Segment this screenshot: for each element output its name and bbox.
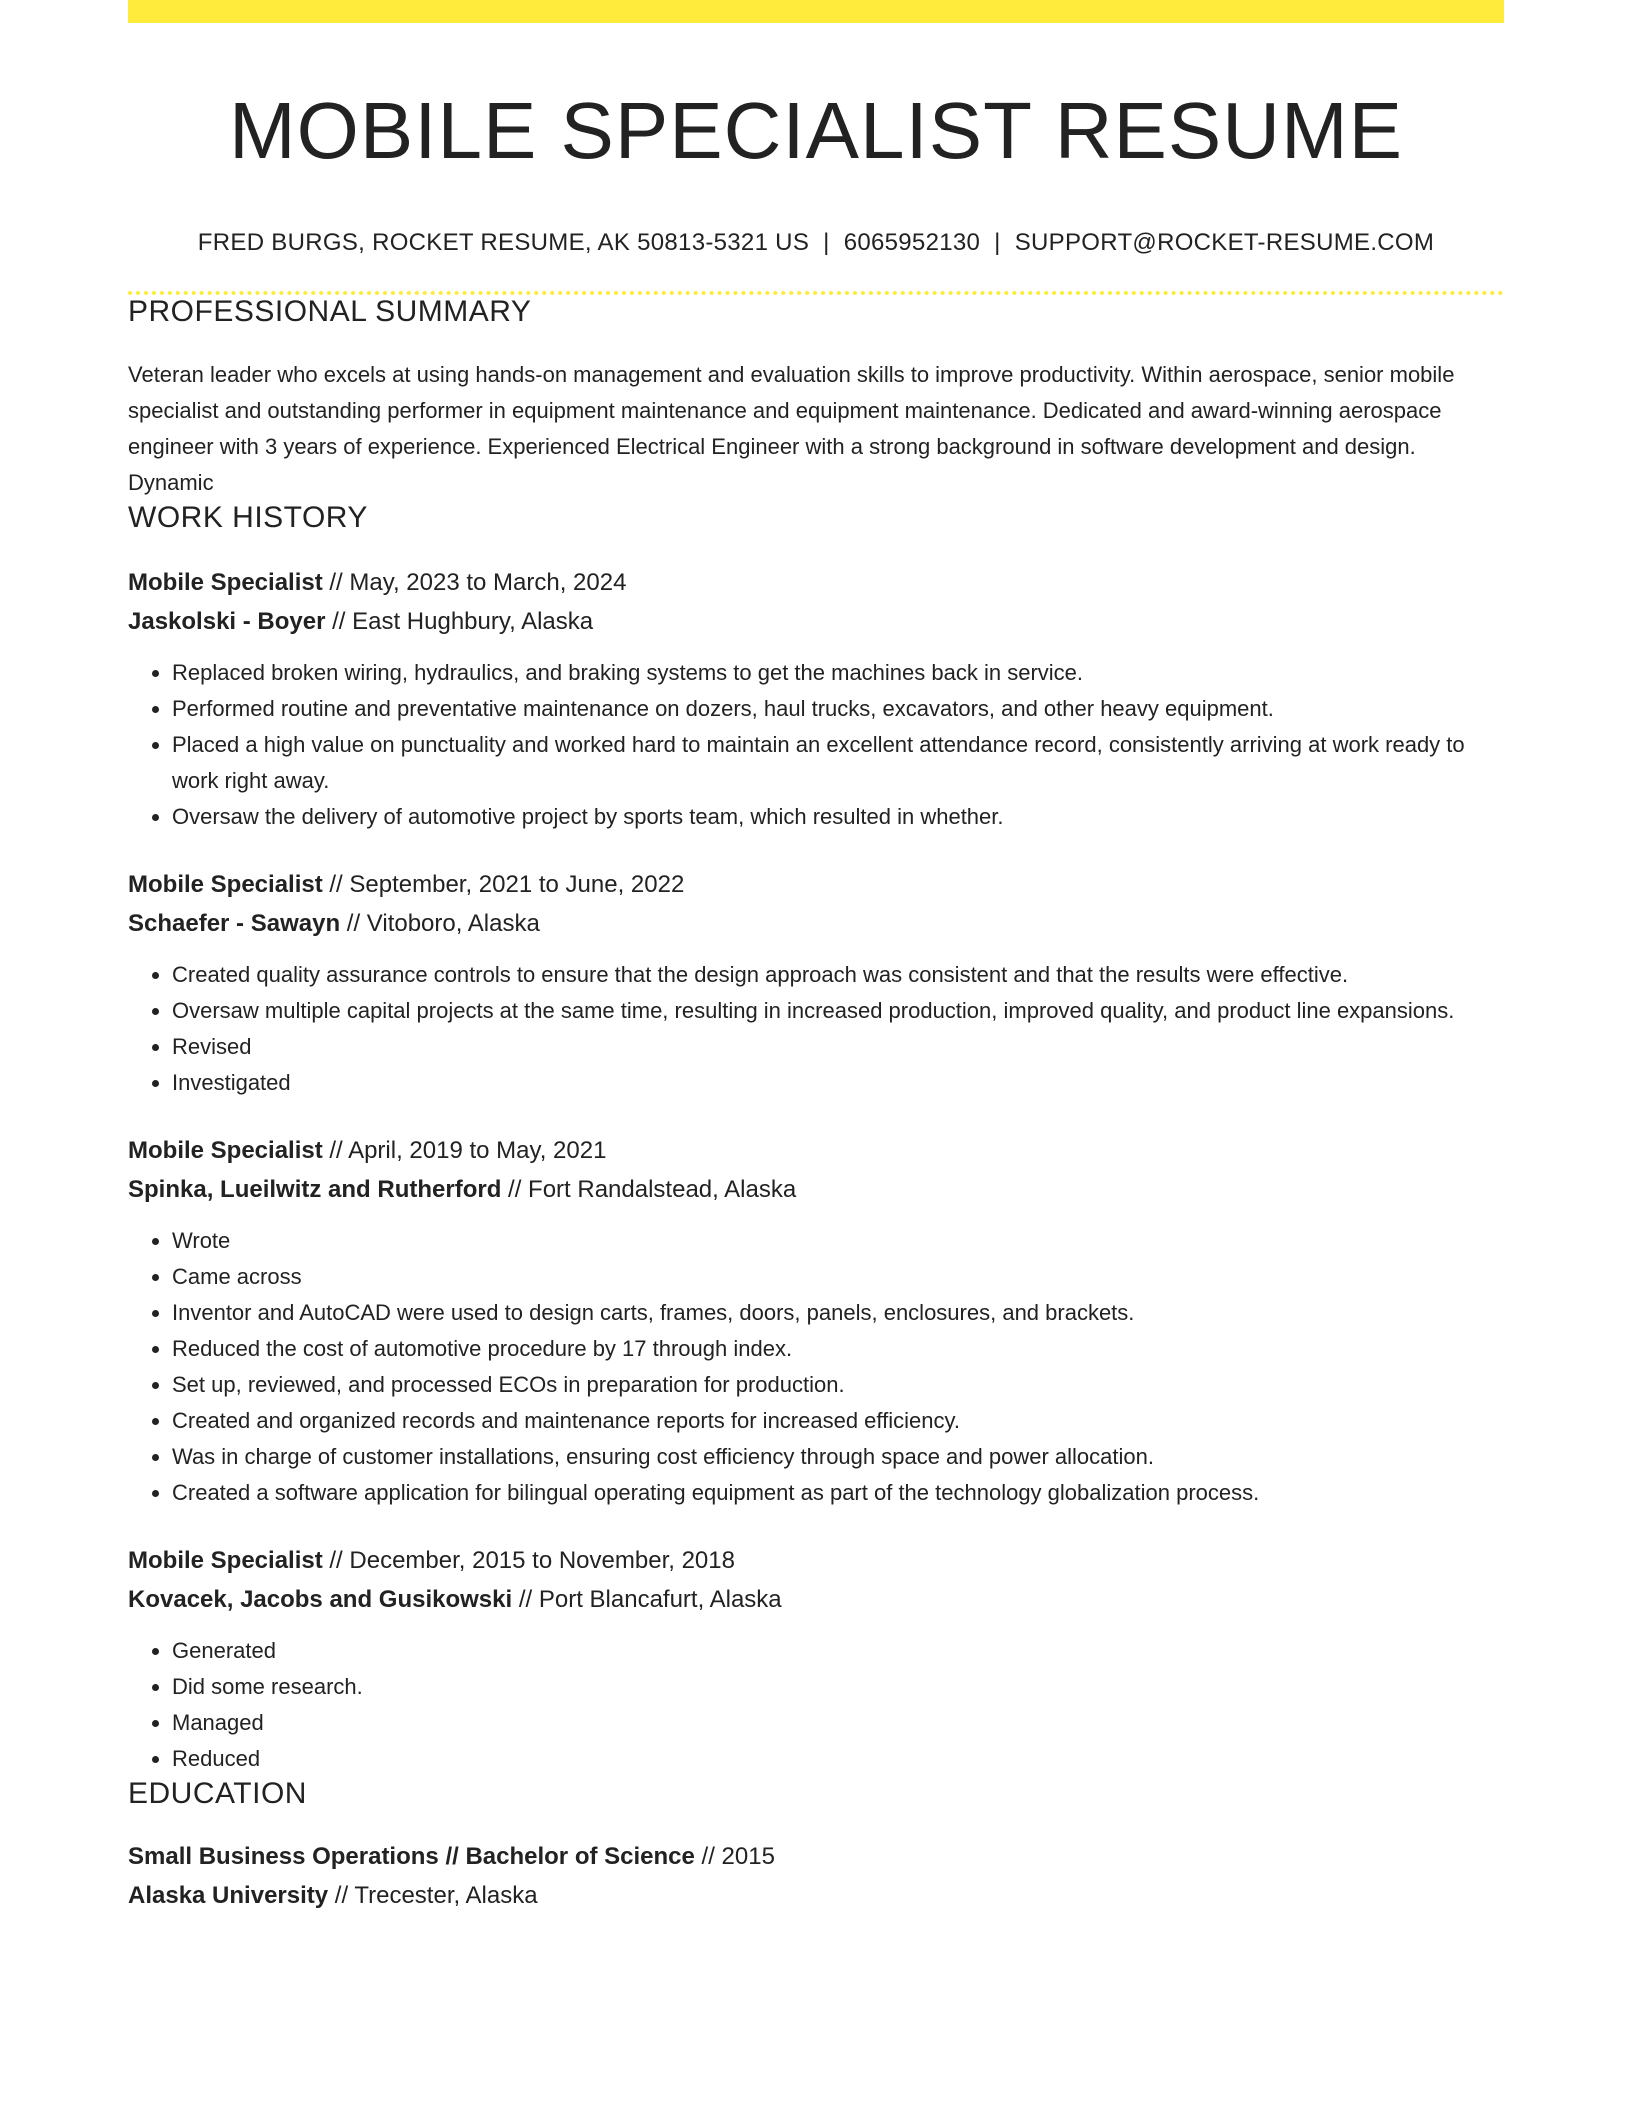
list-item: • Set up, reviewed, and processed ECOs in preparation for production. <box>172 1367 1504 1403</box>
work-history-heading: WORK HISTORY <box>128 501 368 534</box>
job-title-line <box>128 1541 1504 1580</box>
job-title-line <box>128 1131 1504 1170</box>
job-title: Mobile Specialist <box>128 1547 323 1574</box>
list-item: • Came across <box>172 1259 1504 1295</box>
job-company-line <box>128 904 1504 943</box>
list-item: • Placed a high value on punctuality and worked hard to maintain an excellent attendance record, consistently arriving at work ready to work right away. <box>172 727 1504 799</box>
job-bullets <box>128 655 1504 835</box>
list-item: • Replaced broken wiring, hydraulics, and braking systems to get the machines back in service. <box>172 655 1504 691</box>
education-school: Alaska University <box>128 1882 329 1909</box>
list-item: • Oversaw the delivery of automotive project by sports team, which resulted in whether. <box>172 799 1504 835</box>
top-accent-bar <box>128 0 1504 23</box>
job-location: // Fort Randalstead, Alaska <box>501 1176 797 1203</box>
list-item: • Oversaw multiple capital projects at the same time, resulting in increased production, improved quality, and product line expansions. <box>172 993 1504 1029</box>
contact-separator: | <box>823 229 830 256</box>
list-item: • Created a software application for bilingual operating equipment as part of the technology globalization process. <box>172 1475 1504 1511</box>
education-school-line <box>128 1876 1504 1915</box>
job-company: Schaefer - Sawayn <box>128 910 341 937</box>
list-item: • Did some research. <box>172 1669 1504 1705</box>
job-dates: // September, 2021 to June, 2022 <box>322 871 685 898</box>
contact-line <box>128 229 1504 257</box>
job-entry <box>128 1541 1504 1777</box>
education-degree-line <box>128 1837 1504 1876</box>
job-dates: // April, 2019 to May, 2021 <box>322 1137 607 1164</box>
job-dates: // May, 2023 to March, 2024 <box>322 569 627 596</box>
job-bullets <box>128 1223 1504 1511</box>
job-title-line <box>128 865 1504 904</box>
list-item: • Performed routine and preventative maintenance on dozers, haul trucks, excavators, and other heavy equipment. <box>172 691 1504 727</box>
contact-separator: | <box>994 229 1001 256</box>
resume-title: MOBILE SPECIALIST RESUME <box>229 86 1403 175</box>
job-company: Kovacek, Jacobs and Gusikowski <box>128 1586 513 1613</box>
job-location: // Vitoboro, Alaska <box>340 910 540 937</box>
list-item: • Inventor and AutoCAD were used to design carts, frames, doors, panels, enclosures, and brackets. <box>172 1295 1504 1331</box>
list-item: • Reduced the cost of automotive procedure by 17 through index. <box>172 1331 1504 1367</box>
list-item: • Reduced <box>172 1741 1504 1777</box>
summary-heading: PROFESSIONAL SUMMARY <box>128 295 532 328</box>
job-title-line <box>128 563 1504 602</box>
education-heading: EDUCATION <box>128 1777 307 1810</box>
education-entry <box>128 1837 1504 1915</box>
education-location: // Trecester, Alaska <box>328 1882 538 1909</box>
job-company-line <box>128 1170 1504 1209</box>
list-item: • Was in charge of customer installations, ensuring cost efficiency through space and power allocation. <box>172 1439 1504 1475</box>
job-location: // East Hughbury, Alaska <box>325 608 594 635</box>
job-entry <box>128 1131 1504 1511</box>
job-title: Mobile Specialist <box>128 569 323 596</box>
list-item: • Managed <box>172 1705 1504 1741</box>
job-entry <box>128 865 1504 1101</box>
resume-page <box>128 0 1504 1915</box>
summary-text: Veteran leader who excels at using hands-on management and evaluation skills to improve productivity. Within aerospace, senior mobile specialist and outstanding performer in equipment maintenance and equipment maintenance. Dedicated and award-winning aerospace engineer with 3 years of experience. Experienced Electrical Engineer with a strong background in software development and design. Dynamic <box>128 362 1455 495</box>
education-year: // 2015 <box>694 1843 775 1870</box>
list-item: • Generated <box>172 1633 1504 1669</box>
job-company: Spinka, Lueilwitz and Rutherford <box>128 1176 502 1203</box>
job-company-line <box>128 1580 1504 1619</box>
contact-address: FRED BURGS, ROCKET RESUME, AK 50813-5321 US <box>197 229 810 256</box>
job-entry <box>128 563 1504 835</box>
list-item: • Wrote <box>172 1223 1504 1259</box>
job-dates: // December, 2015 to November, 2018 <box>322 1547 735 1574</box>
job-title: Mobile Specialist <box>128 871 323 898</box>
contact-email: SUPPORT@ROCKET-RESUME.COM <box>1014 229 1435 256</box>
list-item: • Created quality assurance controls to ensure that the design approach was consistent and that the results were effective. <box>172 957 1504 993</box>
job-company-line <box>128 602 1504 641</box>
list-item: • Created and organized records and maintenance reports for increased efficiency. <box>172 1403 1504 1439</box>
list-item: • Revised <box>172 1029 1504 1065</box>
list-item: • Investigated <box>172 1065 1504 1101</box>
job-title: Mobile Specialist <box>128 1137 323 1164</box>
job-company: Jaskolski - Boyer <box>128 608 326 635</box>
education-degree: Small Business Operations // Bachelor of Science <box>128 1843 695 1870</box>
job-bullets <box>128 1633 1504 1777</box>
job-location: // Port Blancafurt, Alaska <box>512 1586 782 1613</box>
job-bullets <box>128 957 1504 1101</box>
contact-phone: 6065952130 <box>843 229 981 256</box>
